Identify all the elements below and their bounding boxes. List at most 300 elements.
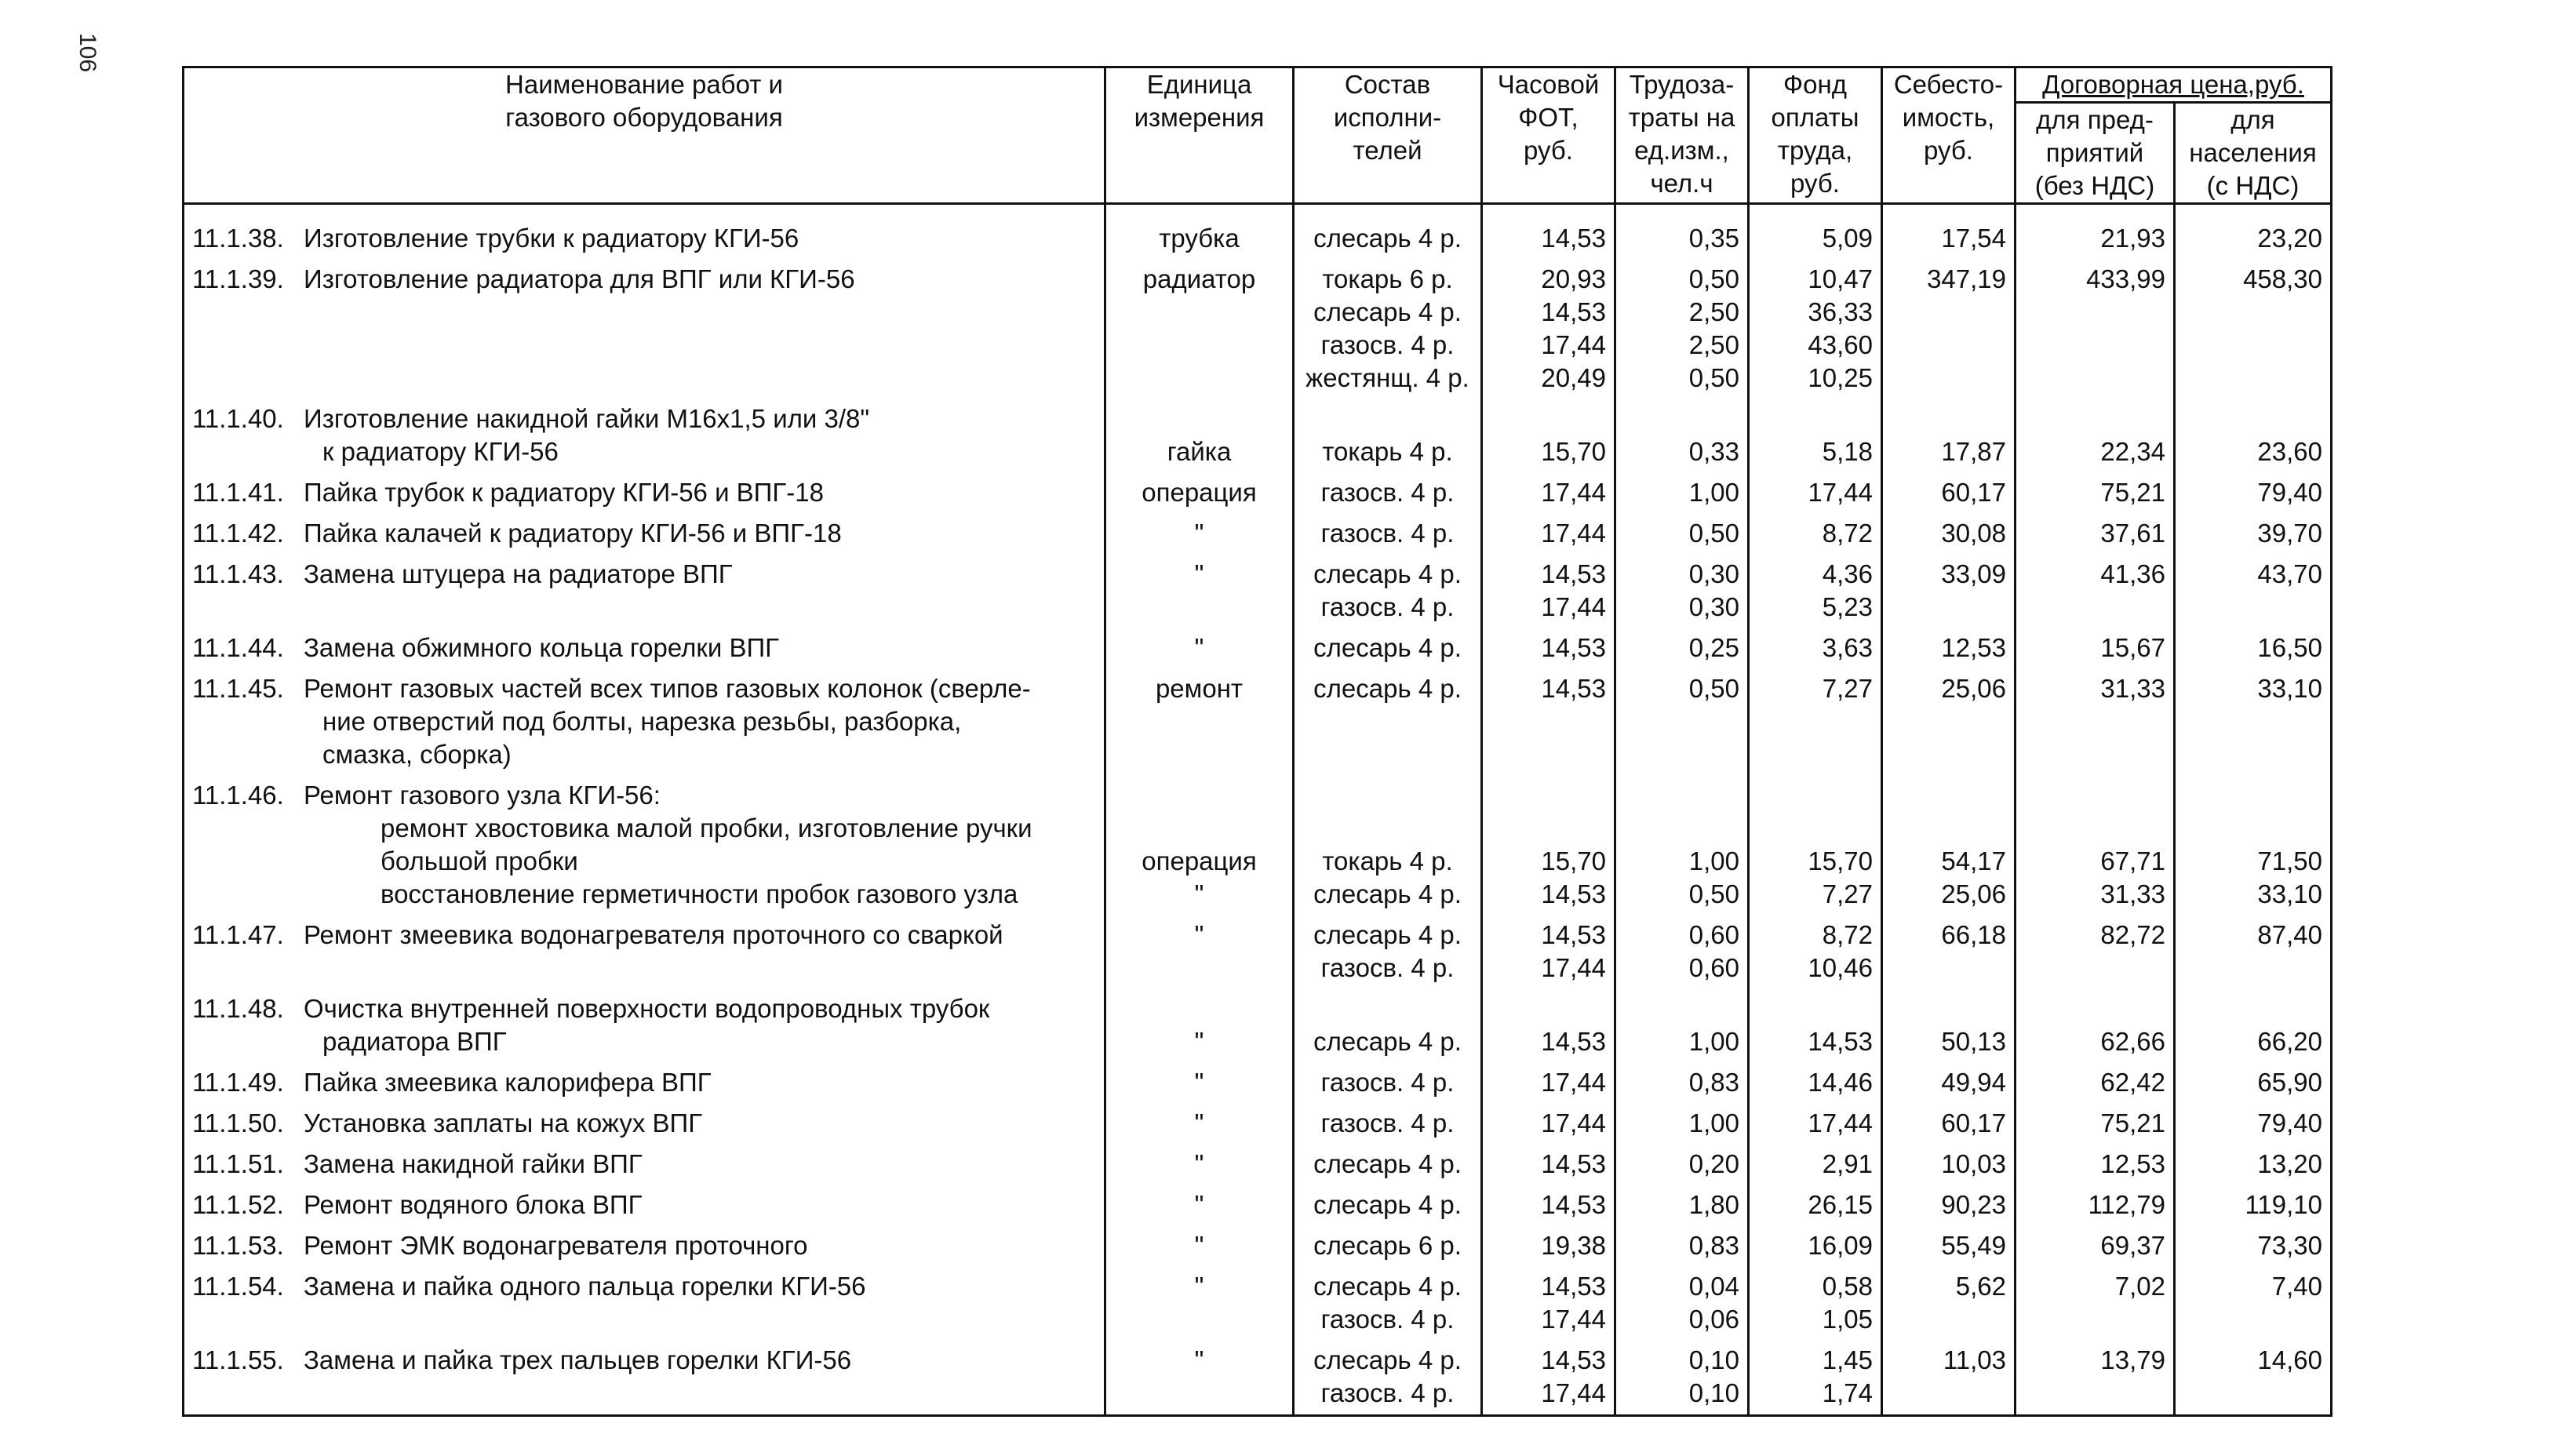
item-line bbox=[192, 263, 1096, 296]
cost-cell bbox=[1882, 1341, 2016, 1416]
labor-cell bbox=[1615, 1145, 1749, 1185]
staff-value: токарь 4 р. bbox=[1322, 846, 1453, 875]
item-line bbox=[192, 632, 1096, 664]
staff-value: слесарь 4 р. bbox=[1313, 920, 1462, 949]
wage-fund-cell bbox=[1749, 399, 1882, 473]
hourly-rate-cell bbox=[1482, 1226, 1615, 1267]
price-population-value: 458,30 bbox=[2243, 264, 2322, 293]
cost-cell bbox=[1882, 514, 2016, 555]
price-enterprise-cell bbox=[2016, 776, 2175, 915]
hourly-rate-value: 20,93 bbox=[1541, 264, 1606, 293]
unit-value: трубка bbox=[1159, 224, 1240, 253]
item-title: Пайка трубок к радиатору КГИ-56 и ВПГ-18 bbox=[304, 478, 824, 507]
price-population-cell bbox=[2175, 399, 2332, 473]
wage-fund-value: 7,27 bbox=[1822, 674, 1873, 703]
header-staff: Состав исполни- телей bbox=[1294, 67, 1482, 204]
labor-value: 1,80 bbox=[1688, 1190, 1739, 1219]
item-line bbox=[192, 672, 1096, 705]
item-title: Замена и пайка трех пальцев горелки КГИ-56 bbox=[304, 1345, 852, 1374]
staff-value: газосв. 4 р. bbox=[1320, 1305, 1455, 1334]
labor-cell bbox=[1615, 473, 1749, 514]
unit-cell bbox=[1105, 555, 1294, 628]
labor-value: 0,50 bbox=[1688, 264, 1739, 293]
staff-cell bbox=[1294, 1145, 1482, 1185]
hourly-rate-value: 14,53 bbox=[1541, 879, 1606, 908]
cost-cell bbox=[1882, 399, 2016, 473]
price-population-cell bbox=[2175, 555, 2332, 628]
hourly-rate-cell bbox=[1482, 473, 1615, 514]
staff-cell bbox=[1294, 555, 1482, 628]
labor-cell bbox=[1615, 1185, 1749, 1226]
staff-cell bbox=[1294, 1185, 1482, 1226]
hourly-rate-cell bbox=[1482, 1267, 1615, 1341]
labor-value bbox=[1624, 812, 1739, 845]
wage-fund-value: 10,47 bbox=[1808, 264, 1873, 293]
work-name-cell bbox=[184, 989, 1105, 1063]
item-line bbox=[192, 1188, 1096, 1221]
staff-value: газосв. 4 р. bbox=[1320, 953, 1455, 982]
table-row bbox=[184, 989, 2332, 1063]
unit-value: радиатор bbox=[1142, 264, 1256, 293]
staff-value: газосв. 4 р. bbox=[1320, 519, 1455, 548]
price-enterprise-value: 75,21 bbox=[2100, 1108, 2165, 1138]
item-line bbox=[192, 222, 1096, 255]
item-number: 11.1.38. bbox=[192, 224, 284, 253]
wage-fund-value: 17,44 bbox=[1808, 478, 1873, 507]
labor-cell bbox=[1615, 1063, 1749, 1104]
wage-fund-cell bbox=[1749, 473, 1882, 514]
wage-fund-cell bbox=[1749, 1341, 1882, 1416]
item-title: Пайка змеевика калорифера ВПГ bbox=[304, 1068, 712, 1097]
wage-fund-value: 17,44 bbox=[1808, 1108, 1873, 1138]
staff-value: слесарь 4 р. bbox=[1313, 1190, 1462, 1219]
wage-fund-value: 10,46 bbox=[1808, 953, 1873, 982]
work-name-cell bbox=[184, 1063, 1105, 1104]
price-enterprise-cell bbox=[2016, 555, 2175, 628]
staff-cell bbox=[1294, 1063, 1482, 1104]
cost-cell bbox=[1882, 473, 2016, 514]
wage-fund-cell bbox=[1749, 1145, 1882, 1185]
price-enterprise-cell bbox=[2016, 628, 2175, 669]
price-population-value: 23,60 bbox=[2257, 437, 2322, 466]
labor-cell bbox=[1615, 260, 1749, 399]
wage-fund-value: 43,60 bbox=[1808, 330, 1873, 359]
header-hourly: Часовой ФОТ, руб. bbox=[1482, 67, 1615, 204]
hourly-rate-cell bbox=[1482, 514, 1615, 555]
hourly-rate-cell bbox=[1482, 915, 1615, 989]
item-line bbox=[192, 1344, 1096, 1377]
hourly-rate-value: 14,53 bbox=[1541, 633, 1606, 662]
item-line bbox=[192, 558, 1096, 591]
price-population-value: 23,20 bbox=[2257, 224, 2322, 253]
item-line bbox=[192, 1107, 1096, 1140]
item-title-cont: ние отверстий под болты, нарезка резьбы, разборка, bbox=[322, 707, 962, 736]
item-title: Ремонт водяного блока ВПГ bbox=[304, 1190, 643, 1219]
wage-fund-cell bbox=[1749, 1185, 1882, 1226]
hourly-rate-value bbox=[1491, 812, 1606, 845]
staff-value: слесарь 4 р. bbox=[1313, 1149, 1462, 1178]
labor-value: 0,30 bbox=[1688, 559, 1739, 588]
price-enterprise-cell bbox=[2016, 260, 2175, 399]
labor-value: 0,20 bbox=[1688, 1149, 1739, 1178]
cost-cell bbox=[1882, 669, 2016, 776]
item-title: Очистка внутренней поверхности водопроводных трубок bbox=[304, 994, 990, 1023]
item-line bbox=[192, 779, 1096, 812]
price-enterprise-cell bbox=[2016, 989, 2175, 1063]
wage-fund-cell bbox=[1749, 915, 1882, 989]
item-line bbox=[192, 402, 1096, 435]
labor-value: 0,50 bbox=[1688, 363, 1739, 392]
labor-value: 0,33 bbox=[1688, 437, 1739, 466]
item-line bbox=[192, 1148, 1096, 1181]
table-row bbox=[184, 399, 2332, 473]
work-name-cell bbox=[184, 204, 1105, 260]
wage-fund-value: 14,46 bbox=[1808, 1068, 1873, 1097]
labor-value bbox=[1624, 779, 1739, 812]
wage-fund-cell bbox=[1749, 1226, 1882, 1267]
item-number: 11.1.48. bbox=[192, 994, 284, 1023]
table-row bbox=[184, 1063, 2332, 1104]
price-population-cell bbox=[2175, 1185, 2332, 1226]
item-number: 11.1.47. bbox=[192, 920, 284, 949]
unit-cell bbox=[1105, 1063, 1294, 1104]
unit-cell bbox=[1105, 989, 1294, 1063]
labor-value: 0,50 bbox=[1688, 674, 1739, 703]
hourly-rate-cell bbox=[1482, 989, 1615, 1063]
unit-cell bbox=[1105, 915, 1294, 989]
staff-value: токарь 4 р. bbox=[1322, 437, 1453, 466]
staff-cell bbox=[1294, 1341, 1482, 1416]
labor-value: 0,30 bbox=[1688, 592, 1739, 621]
unit-value bbox=[1114, 812, 1284, 845]
staff-cell bbox=[1294, 915, 1482, 989]
staff-cell bbox=[1294, 399, 1482, 473]
hourly-rate-cell bbox=[1482, 628, 1615, 669]
cost-value: 347,19 bbox=[1927, 264, 2006, 293]
wage-fund-value: 1,45 bbox=[1822, 1345, 1873, 1374]
wage-fund-value bbox=[1757, 812, 1873, 845]
item-number: 11.1.46. bbox=[192, 781, 284, 810]
wage-fund-value: 3,63 bbox=[1822, 633, 1873, 662]
hourly-rate-value: 15,70 bbox=[1541, 437, 1606, 466]
price-population-cell bbox=[2175, 1145, 2332, 1185]
cost-cell bbox=[1882, 1267, 2016, 1341]
table-row bbox=[184, 1226, 2332, 1267]
item-title: Ремонт газового узла КГИ-56: bbox=[304, 781, 661, 810]
unit-value: операция bbox=[1142, 478, 1257, 507]
item-subtask: восстановление герметичности пробок газового узла bbox=[381, 879, 1018, 908]
hourly-rate-cell bbox=[1482, 1341, 1615, 1416]
wage-fund-value: 1,05 bbox=[1822, 1305, 1873, 1334]
staff-value: слесарь 4 р. bbox=[1313, 879, 1462, 908]
hourly-rate-value bbox=[1491, 992, 1606, 1025]
cost-value: 25,06 bbox=[1941, 879, 2006, 908]
unit-value: " bbox=[1194, 1068, 1204, 1097]
wage-fund-value: 15,70 bbox=[1808, 846, 1873, 875]
item-title: Ремонт газовых частей всех типов газовых колонок (сверле- bbox=[304, 674, 1031, 703]
labor-cell bbox=[1615, 1341, 1749, 1416]
wage-fund-value bbox=[1757, 402, 1873, 435]
hourly-rate-cell bbox=[1482, 260, 1615, 399]
labor-cell bbox=[1615, 555, 1749, 628]
labor-cell bbox=[1615, 989, 1749, 1063]
staff-cell bbox=[1294, 669, 1482, 776]
hourly-rate-value: 14,53 bbox=[1541, 297, 1606, 326]
price-enterprise-value bbox=[2024, 992, 2165, 1025]
table-row bbox=[184, 555, 2332, 628]
cost-cell bbox=[1882, 1063, 2016, 1104]
cost-value: 17,54 bbox=[1941, 224, 2006, 253]
unit-cell bbox=[1105, 776, 1294, 915]
wage-fund-value bbox=[1757, 779, 1873, 812]
price-enterprise-value bbox=[2024, 402, 2165, 435]
unit-cell bbox=[1105, 399, 1294, 473]
staff-cell bbox=[1294, 1104, 1482, 1145]
staff-value: слесарь 4 р. bbox=[1313, 559, 1462, 588]
cost-value: 17,87 bbox=[1941, 437, 2006, 466]
unit-value: " bbox=[1194, 920, 1204, 949]
price-enterprise-value: 21,93 bbox=[2100, 224, 2165, 253]
cost-value: 60,17 bbox=[1941, 1108, 2006, 1138]
labor-cell bbox=[1615, 915, 1749, 989]
cost-value: 66,18 bbox=[1941, 920, 2006, 949]
cost-value: 90,23 bbox=[1941, 1190, 2006, 1219]
wage-fund-cell bbox=[1749, 1063, 1882, 1104]
wage-fund-cell bbox=[1749, 260, 1882, 399]
hourly-rate-value: 17,44 bbox=[1541, 330, 1606, 359]
staff-cell bbox=[1294, 1267, 1482, 1341]
staff-value: слесарь 4 р. bbox=[1313, 297, 1462, 326]
work-name-cell bbox=[184, 1185, 1105, 1226]
wage-fund-value: 7,27 bbox=[1822, 879, 1873, 908]
table-row bbox=[184, 514, 2332, 555]
unit-value: " bbox=[1194, 1231, 1204, 1260]
item-title: Ремонт змеевика водонагревателя проточного со сваркой bbox=[304, 920, 1003, 949]
hourly-rate-value: 17,44 bbox=[1541, 1068, 1606, 1097]
hourly-rate-value: 14,53 bbox=[1541, 674, 1606, 703]
table-header bbox=[184, 67, 2332, 204]
work-name-cell bbox=[184, 1104, 1105, 1145]
item-title: Пайка калачей к радиатору КГИ-56 и ВПГ-18 bbox=[304, 519, 842, 548]
cost-value: 49,94 bbox=[1941, 1068, 2006, 1097]
unit-cell bbox=[1105, 473, 1294, 514]
work-name-cell bbox=[184, 776, 1105, 915]
wage-fund-cell bbox=[1749, 555, 1882, 628]
cost-cell bbox=[1882, 628, 2016, 669]
header-labor: Трудоза- траты на ед.изм., чел.ч bbox=[1615, 67, 1749, 204]
labor-value: 0,06 bbox=[1688, 1305, 1739, 1334]
cost-cell bbox=[1882, 1185, 2016, 1226]
table-row bbox=[184, 1267, 2332, 1341]
staff-cell bbox=[1294, 260, 1482, 399]
unit-cell bbox=[1105, 1226, 1294, 1267]
cost-cell bbox=[1882, 1145, 2016, 1185]
hourly-rate-cell bbox=[1482, 204, 1615, 260]
item-number: 11.1.49. bbox=[192, 1068, 284, 1097]
price-population-value bbox=[2183, 992, 2322, 1025]
price-population-value: 87,40 bbox=[2257, 920, 2322, 949]
cost-cell bbox=[1882, 1104, 2016, 1145]
cost-value bbox=[1891, 812, 2006, 845]
unit-value: " bbox=[1194, 519, 1204, 548]
item-line bbox=[192, 1066, 1096, 1099]
hourly-rate-value: 17,44 bbox=[1541, 478, 1606, 507]
unit-value: " bbox=[1194, 1345, 1204, 1374]
item-title-cont: смазка, сборка) bbox=[322, 740, 512, 769]
header-cost: Себесто- имость, руб. bbox=[1882, 67, 2016, 204]
item-title: Изготовление трубки к радиатору КГИ-56 bbox=[304, 224, 799, 253]
header-price-enterprise: для пред- приятий (без НДС) bbox=[2016, 103, 2175, 204]
page-number: 106 bbox=[75, 33, 100, 73]
cost-value: 10,03 bbox=[1941, 1149, 2006, 1178]
price-enterprise-cell bbox=[2016, 514, 2175, 555]
price-population-cell bbox=[2175, 628, 2332, 669]
staff-cell bbox=[1294, 204, 1482, 260]
unit-value: " bbox=[1194, 879, 1204, 908]
item-title-cont: радиатора ВПГ bbox=[322, 1027, 507, 1056]
wage-fund-value: 5,18 bbox=[1822, 437, 1873, 466]
price-enterprise-cell bbox=[2016, 1063, 2175, 1104]
item-line bbox=[192, 1229, 1096, 1262]
cost-value: 60,17 bbox=[1941, 478, 2006, 507]
table-row bbox=[184, 776, 2332, 915]
cost-value: 30,08 bbox=[1941, 519, 2006, 548]
hourly-rate-value: 17,44 bbox=[1541, 519, 1606, 548]
labor-cell bbox=[1615, 514, 1749, 555]
price-enterprise-cell bbox=[2016, 473, 2175, 514]
labor-value bbox=[1624, 992, 1739, 1025]
price-enterprise-value: 31,33 bbox=[2100, 674, 2165, 703]
labor-cell bbox=[1615, 399, 1749, 473]
header-unit: Единица измерения bbox=[1105, 67, 1294, 204]
price-enterprise-cell bbox=[2016, 399, 2175, 473]
labor-value: 2,50 bbox=[1688, 330, 1739, 359]
price-population-value: 39,70 bbox=[2257, 519, 2322, 548]
hourly-rate-value: 14,53 bbox=[1541, 1190, 1606, 1219]
unit-value: " bbox=[1194, 1027, 1204, 1056]
unit-cell bbox=[1105, 669, 1294, 776]
hourly-rate-value: 15,70 bbox=[1541, 846, 1606, 875]
unit-value: операция bbox=[1142, 846, 1257, 875]
staff-value bbox=[1302, 812, 1473, 845]
item-line bbox=[192, 517, 1096, 550]
labor-value: 0,10 bbox=[1688, 1345, 1739, 1374]
hourly-rate-cell bbox=[1482, 555, 1615, 628]
labor-cell bbox=[1615, 669, 1749, 776]
cost-value: 50,13 bbox=[1941, 1027, 2006, 1056]
price-enterprise-value: 62,42 bbox=[2100, 1068, 2165, 1097]
item-title: Изготовление радиатора для ВПГ или КГИ-56 bbox=[304, 264, 855, 293]
price-population-value: 65,90 bbox=[2257, 1068, 2322, 1097]
header-price-population: для населения (с НДС) bbox=[2175, 103, 2332, 204]
price-enterprise-cell bbox=[2016, 669, 2175, 776]
labor-cell bbox=[1615, 204, 1749, 260]
price-population-value: 16,50 bbox=[2257, 633, 2322, 662]
hourly-rate-cell bbox=[1482, 1185, 1615, 1226]
wage-fund-value: 10,25 bbox=[1808, 363, 1873, 392]
cost-value: 54,17 bbox=[1941, 846, 2006, 875]
unit-cell bbox=[1105, 260, 1294, 399]
price-enterprise-value: 15,67 bbox=[2100, 633, 2165, 662]
labor-value: 2,50 bbox=[1688, 297, 1739, 326]
item-title: Замена штуцера на радиаторе ВПГ bbox=[304, 559, 733, 588]
price-enterprise-value: 112,79 bbox=[2088, 1190, 2165, 1219]
price-population-value: 33,10 bbox=[2257, 879, 2322, 908]
staff-value bbox=[1302, 402, 1473, 435]
price-population-value: 73,30 bbox=[2257, 1231, 2322, 1260]
staff-value: слесарь 4 р. bbox=[1313, 674, 1462, 703]
wage-fund-value: 0,58 bbox=[1822, 1272, 1873, 1301]
labor-value: 0,50 bbox=[1688, 519, 1739, 548]
unit-value: " bbox=[1194, 559, 1204, 588]
unit-value: " bbox=[1194, 1108, 1204, 1138]
labor-value: 0,83 bbox=[1688, 1231, 1739, 1260]
unit-value: ремонт bbox=[1155, 674, 1244, 703]
labor-value: 0,83 bbox=[1688, 1068, 1739, 1097]
price-population-value: 71,50 bbox=[2257, 846, 2322, 875]
price-population-value: 43,70 bbox=[2257, 559, 2322, 588]
hourly-rate-value bbox=[1491, 779, 1606, 812]
item-number: 11.1.52. bbox=[192, 1190, 284, 1219]
hourly-rate-value: 14,53 bbox=[1541, 1272, 1606, 1301]
hourly-rate-value: 14,53 bbox=[1541, 1149, 1606, 1178]
staff-value: газосв. 4 р. bbox=[1320, 330, 1455, 359]
hourly-rate-cell bbox=[1482, 776, 1615, 915]
wage-fund-cell bbox=[1749, 1267, 1882, 1341]
price-population-value: 7,40 bbox=[2271, 1272, 2322, 1301]
price-enterprise-value: 67,71 bbox=[2100, 846, 2165, 875]
item-number: 11.1.50. bbox=[192, 1108, 284, 1138]
staff-value: слесарь 4 р. bbox=[1313, 224, 1462, 253]
item-line bbox=[192, 919, 1096, 952]
item-line bbox=[192, 992, 1096, 1025]
hourly-rate-value: 14,53 bbox=[1541, 559, 1606, 588]
table-body bbox=[184, 204, 2332, 1416]
labor-cell bbox=[1615, 1104, 1749, 1145]
unit-value: гайка bbox=[1167, 437, 1232, 466]
price-enterprise-value bbox=[2024, 812, 2165, 845]
wage-fund-value: 16,09 bbox=[1808, 1231, 1873, 1260]
hourly-rate-cell bbox=[1482, 669, 1615, 776]
price-population-value bbox=[2183, 402, 2322, 435]
labor-value: 1,00 bbox=[1688, 846, 1739, 875]
price-population-cell bbox=[2175, 1226, 2332, 1267]
labor-cell bbox=[1615, 1226, 1749, 1267]
hourly-rate-value: 17,44 bbox=[1541, 592, 1606, 621]
staff-cell bbox=[1294, 989, 1482, 1063]
table-row bbox=[184, 1104, 2332, 1145]
price-population-cell bbox=[2175, 989, 2332, 1063]
wage-fund-cell bbox=[1749, 776, 1882, 915]
price-enterprise-value: 62,66 bbox=[2100, 1027, 2165, 1056]
item-title-cont: к радиатору КГИ-56 bbox=[322, 437, 559, 466]
item-number: 11.1.41. bbox=[192, 478, 284, 507]
price-enterprise-cell bbox=[2016, 1145, 2175, 1185]
hourly-rate-value: 19,38 bbox=[1541, 1231, 1606, 1260]
item-subtask: ремонт хвостовика малой пробки, изготовление ручки bbox=[381, 814, 1032, 843]
staff-value: слесарь 4 р. bbox=[1313, 1027, 1462, 1056]
work-name-cell bbox=[184, 1226, 1105, 1267]
price-enterprise-value: 75,21 bbox=[2100, 478, 2165, 507]
price-population-value: 14,60 bbox=[2257, 1345, 2322, 1374]
staff-value: слесарь 6 р. bbox=[1313, 1231, 1462, 1260]
item-number: 11.1.43. bbox=[192, 559, 284, 588]
price-population-value bbox=[2183, 779, 2322, 812]
price-enterprise-cell bbox=[2016, 204, 2175, 260]
price-population-value bbox=[2183, 812, 2322, 845]
item-title: Замена накидной гайки ВПГ bbox=[304, 1149, 643, 1178]
header-price-group: Договорная цена,руб. bbox=[2016, 67, 2332, 103]
